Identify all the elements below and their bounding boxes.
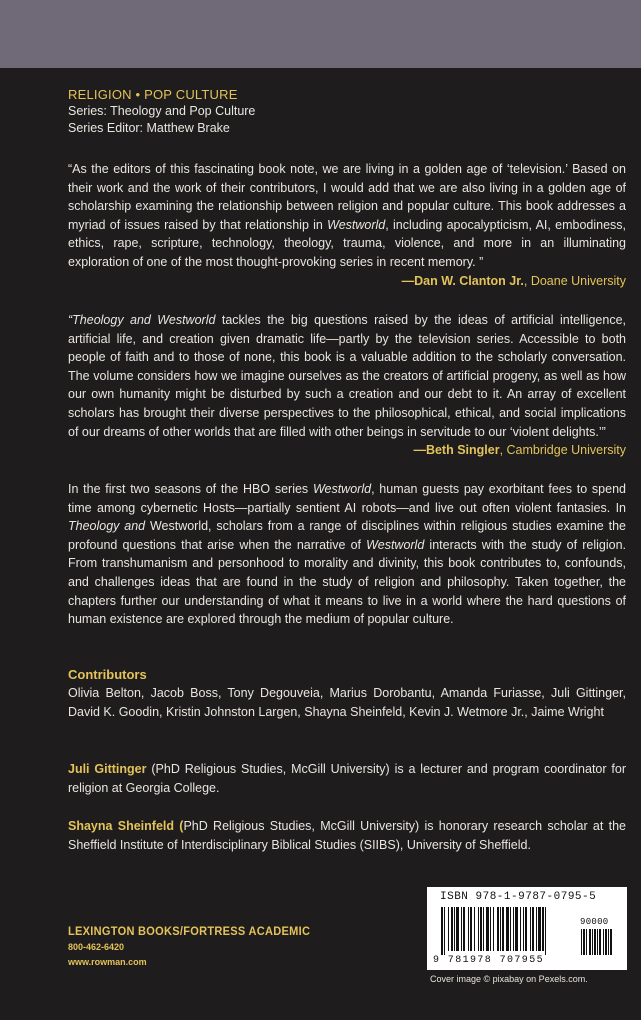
endorsement-italic: Westworld xyxy=(327,217,386,232)
barcode-bar xyxy=(483,907,484,951)
barcode-bar xyxy=(513,907,514,951)
series-header xyxy=(68,86,628,137)
editor-bio-gittinger xyxy=(68,760,626,797)
addon-bar xyxy=(594,929,596,955)
addon-bar xyxy=(586,929,587,955)
barcode-bars xyxy=(437,907,627,957)
publisher-block xyxy=(68,924,311,968)
barcode-bar xyxy=(444,907,445,955)
barcode-bar xyxy=(451,907,453,951)
book-description xyxy=(68,480,626,629)
editor-bio-sheinfeld xyxy=(68,817,626,854)
barcode-bar xyxy=(523,907,524,951)
ean-digits: 9 781978 707955 xyxy=(433,955,545,966)
addon-bar xyxy=(583,929,585,955)
description-italic: Westworld xyxy=(366,537,425,552)
barcode-bar xyxy=(500,907,501,951)
publisher-website: www.rowman.com xyxy=(68,957,147,967)
publisher-name: LEXINGTON BOOKS/FORTRESS ACADEMIC xyxy=(68,924,311,938)
barcode-bar xyxy=(545,907,546,955)
barcode-bar xyxy=(470,907,472,951)
description-text: , human guests pay exorbitant fees to spend time among cybernetic Hosts—partially sentient AI robots—and live out often violent fantasies. In xyxy=(68,482,626,515)
category-label: RELIGION • POP CULTURE xyxy=(68,87,238,102)
barcode-bar xyxy=(480,907,482,951)
barcode-bar xyxy=(463,907,465,951)
addon-bar xyxy=(608,929,609,955)
publisher-phone: 800-462-6420 xyxy=(68,942,125,952)
barcode-bar xyxy=(532,907,534,951)
barcode-bar xyxy=(538,907,541,951)
barcode-bar xyxy=(520,907,521,951)
barcode-bar xyxy=(536,907,537,951)
addon-bar xyxy=(603,929,604,955)
barcode-bar xyxy=(530,907,531,951)
isbn-label: ISBN 978-1-9787-0795-5 xyxy=(440,891,597,903)
endorser-affiliation: , Cambridge University xyxy=(499,443,626,458)
barcode-bar xyxy=(506,907,509,951)
barcode-bar xyxy=(502,907,504,951)
barcode-bar xyxy=(474,907,475,951)
addon-bar xyxy=(581,929,582,955)
bio-name: Shayna Sheinfeld ( xyxy=(68,819,184,833)
endorsement-text: , including apocalypticism, AI, embodiness, ethics, rape, scripture, technology, theology, trauma, violence, and more in an illuminating exploration of one of the most thought-provoking series in recent memory. ” xyxy=(68,217,627,269)
barcode-bar xyxy=(510,907,511,951)
endorsement-text: tackles the big questions raised by the ideas of artificial intelligence, artificial life, and creation given dramatic life—partly by the television series. Accessible to both people of faith and to those of none, this book is a valuable addition to the scholarly conversation. The volume considers how we imagine ourselves as the creators of artificial progeny, as well as how our own humanity might be disturbed by such a creation and our debt to it. An array of excellent scholars has brought their diverse perspectives to the philosophical, ethical, and social implications of our dreams of other worlds that are filled with other beings in servitude to our ‘violent delights.’” xyxy=(68,313,626,439)
contributors-heading: Contributors xyxy=(68,667,147,682)
cover-image-credit: Cover image © pixabay on Pexels.com. xyxy=(430,974,588,984)
barcode-bar xyxy=(515,907,518,951)
endorser-affiliation: , Doane University xyxy=(523,273,626,288)
endorser-name: —Dan W. Clanton Jr. xyxy=(401,273,524,288)
description-text: interacts with the study of religion. From transhumanism and personhood to morality and divinity, this book contributes to, confounds, and challenges ideas that are found in the study of religion and philosophy. Taken together, the chapters further our understanding of what it means to live in a world where the hard questions of human existence are explored through the medium of popular culture. xyxy=(68,537,627,627)
description-italic: Theology and xyxy=(68,519,146,534)
endorsement-singler xyxy=(68,311,626,460)
barcode-bar xyxy=(448,907,449,951)
addon-bar xyxy=(597,929,598,955)
description-text: Westworld, scholars from a range of disciplines within religious studies examine the profound questions that arise when the narrative of xyxy=(68,519,626,552)
barcode-bar xyxy=(468,907,469,951)
barcode-bar xyxy=(497,907,499,951)
barcode-bar xyxy=(456,907,459,951)
endorsement-attribution xyxy=(402,272,626,291)
barcode-bar xyxy=(454,907,455,951)
barcode-bar xyxy=(542,907,544,951)
contributors-section xyxy=(68,666,626,721)
addon-bar xyxy=(589,929,591,955)
barcode-bar xyxy=(490,907,491,951)
bio-name: Juli Gittinger xyxy=(68,762,147,776)
description-text: In the first two seasons of the HBO series xyxy=(68,482,313,496)
barcode-bar xyxy=(493,907,494,951)
endorsement-text: “As the editors of this fascinating book note, we are living in a golden age of ‘television.’ Based on their work and the work of their contributors, I would add that we are also living in a golden age of scholarship examining the relationship between religion and popular culture. This book addresses a myriad of issues raised by that relationship in xyxy=(68,162,626,232)
endorsement-attribution xyxy=(413,441,626,460)
contributors-list: Olivia Belton, Jacob Boss, Tony Degouveia, Marius Dorobantu, Amanda Furiasse, Juli Gittinger, David K. Goodin, Kristin Johnston Largen, Shayna Sheinfeld, Kevin J. Wetmore Jr., Jaime Wright xyxy=(68,686,626,719)
bio-text: (PhD Religious Studies, McGill University) is a lecturer and program coordinator for religion at Georgia College. xyxy=(68,762,627,795)
barcode-bar xyxy=(478,907,479,951)
series-name: Series: Theology and Pop Culture xyxy=(68,104,256,118)
isbn-barcode xyxy=(427,887,627,970)
addon-bar xyxy=(610,929,612,955)
barcode-bar xyxy=(486,907,489,951)
endorsement-clanton xyxy=(68,160,626,290)
barcode-bar xyxy=(525,907,527,951)
description-italic: Westworld xyxy=(312,482,372,496)
endorser-name: —Beth Singler xyxy=(413,443,500,458)
series-editor: Series Editor: Matthew Brake xyxy=(68,121,230,135)
top-color-band xyxy=(0,0,641,68)
endorsement-italic: “Theology and Westworld xyxy=(68,313,216,327)
addon-bar xyxy=(592,929,593,955)
barcode-bar xyxy=(441,907,443,955)
price-addon-digits: 90000 xyxy=(580,917,609,927)
bio-text: PhD Religious Studies, McGill University) is honorary research scholar at the Sheffield Institute of Interdisciplinary Biblical Studies (SIIBS), University of Sheffield. xyxy=(68,819,626,852)
addon-bar xyxy=(599,929,601,955)
addon-bar xyxy=(605,929,607,955)
barcode-bar xyxy=(461,907,462,951)
